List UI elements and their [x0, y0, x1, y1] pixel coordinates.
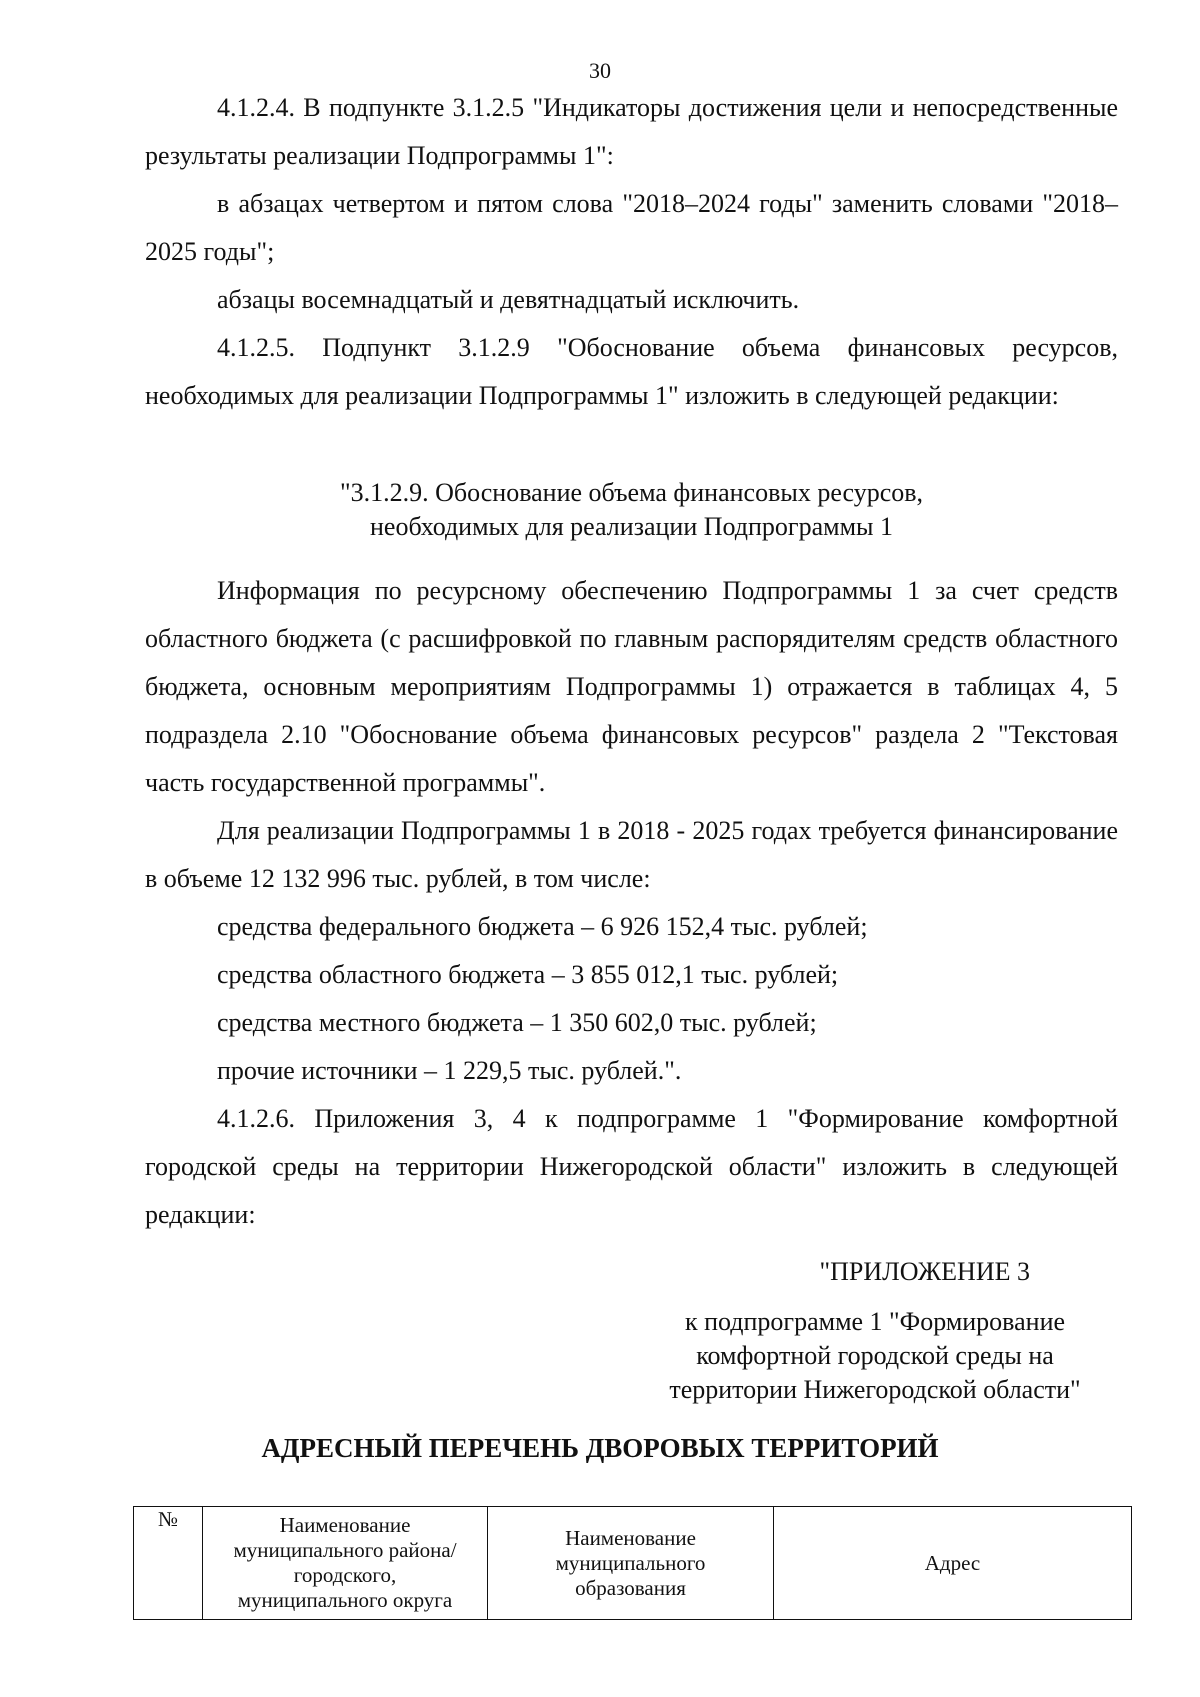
header-municipal-district-line: муниципального района/ — [233, 1538, 457, 1562]
header-municipality-line: образования — [575, 1575, 686, 1600]
appendix-line-1: к подпрограмме 1 "Формирование — [684, 1307, 1066, 1336]
header-municipality-line: муниципального — [555, 1550, 706, 1575]
address-table — [133, 1506, 1132, 1620]
paragraph-exclude: абзацы восемнадцатый и девятнадцатый исключить. — [217, 285, 800, 314]
paragraph-federal-budget: средства федерального бюджета – 6 926 152,4 тыс. рублей; — [217, 912, 868, 941]
header-municipal-district-line: Наименование — [279, 1513, 411, 1537]
header-municipality — [488, 1507, 774, 1620]
paragraph-other-sources: прочие источники – 1 229,5 тыс. рублей.". — [217, 1056, 682, 1085]
paragraph-financing-total: Для реализации Подпрограммы 1 в 2018 - 2025 годах требуется финансирование в объеме 12 132 996 тыс. рублей, в том числе: — [145, 816, 1118, 893]
paragraph-local-budget: средства местного бюджета – 1 350 602,0 тыс. рублей; — [217, 1008, 817, 1037]
paragraph-replace-years: в абзацах четвертом и пятом слова "2018–2024 годы" заменить словами "2018–2025 годы"; — [145, 189, 1118, 266]
paragraph-regional-budget: средства областного бюджета – 3 855 012,1 тыс. рублей; — [217, 960, 839, 989]
body-text-top — [145, 84, 1118, 420]
body-text-middle — [145, 567, 1118, 1239]
header-municipality-line: Наименование — [565, 1525, 696, 1550]
subheading-line-1: "3.1.2.9. Обоснование объема финансовых ресурсов, — [339, 478, 924, 507]
section-subheading — [145, 476, 1118, 544]
paragraph-4-1-2-6: 4.1.2.6. Приложения 3, 4 к подпрограмме 1 "Формирование комфортной городской среды на территории Нижегородской области" изложить в следующей редакции: — [145, 1104, 1118, 1229]
appendix-line-3: территории Нижегородской области" — [669, 1375, 1081, 1404]
paragraph-4-1-2-4: 4.1.2.4. В подпункте 3.1.2.5 "Индикаторы достижения цели и непосредственные результаты реализации Подпрограммы 1": — [145, 93, 1118, 170]
header-number-label: № — [157, 1507, 179, 1531]
header-municipal-district — [203, 1507, 488, 1620]
appendix-header — [640, 1255, 1140, 1407]
appendix-title: "ПРИЛОЖЕНИЕ 3 — [819, 1257, 1030, 1286]
subheading-line-2: необходимых для реализации Подпрограммы 1 — [370, 512, 893, 541]
paragraph-4-1-2-5: 4.1.2.5. Подпункт 3.1.2.9 "Обоснование объема финансовых ресурсов, необходимых для реализации Подпрограммы 1" изложить в следующей редакции: — [145, 333, 1118, 410]
header-address — [774, 1507, 1132, 1620]
header-address-label: Адрес — [924, 1550, 981, 1575]
page-number: 30 — [589, 58, 611, 83]
appendix-line-2: комфортной городской среды на — [696, 1341, 1054, 1370]
table-header-row — [134, 1507, 1132, 1620]
header-number — [134, 1507, 203, 1620]
table-title: АДРЕСНЫЙ ПЕРЕЧЕНЬ ДВОРОВЫХ ТЕРРИТОРИЙ — [261, 1433, 939, 1463]
header-municipal-district-line: муниципального округа — [237, 1588, 453, 1612]
header-municipal-district-line: городского, — [293, 1563, 397, 1587]
paragraph-resource-info: Информация по ресурсному обеспечению Подпрограммы 1 за счет средств областного бюджета (с расшифровкой по главным распорядителям средств областного бюджета, основным мероприятиям Подпрограммы 1) отражается в таблицах 4, 5 подраздела 2.10 "Обоснование объема финансовых ресурсов" раздела 2 "Текстовая часть государственной программы". — [145, 576, 1118, 797]
